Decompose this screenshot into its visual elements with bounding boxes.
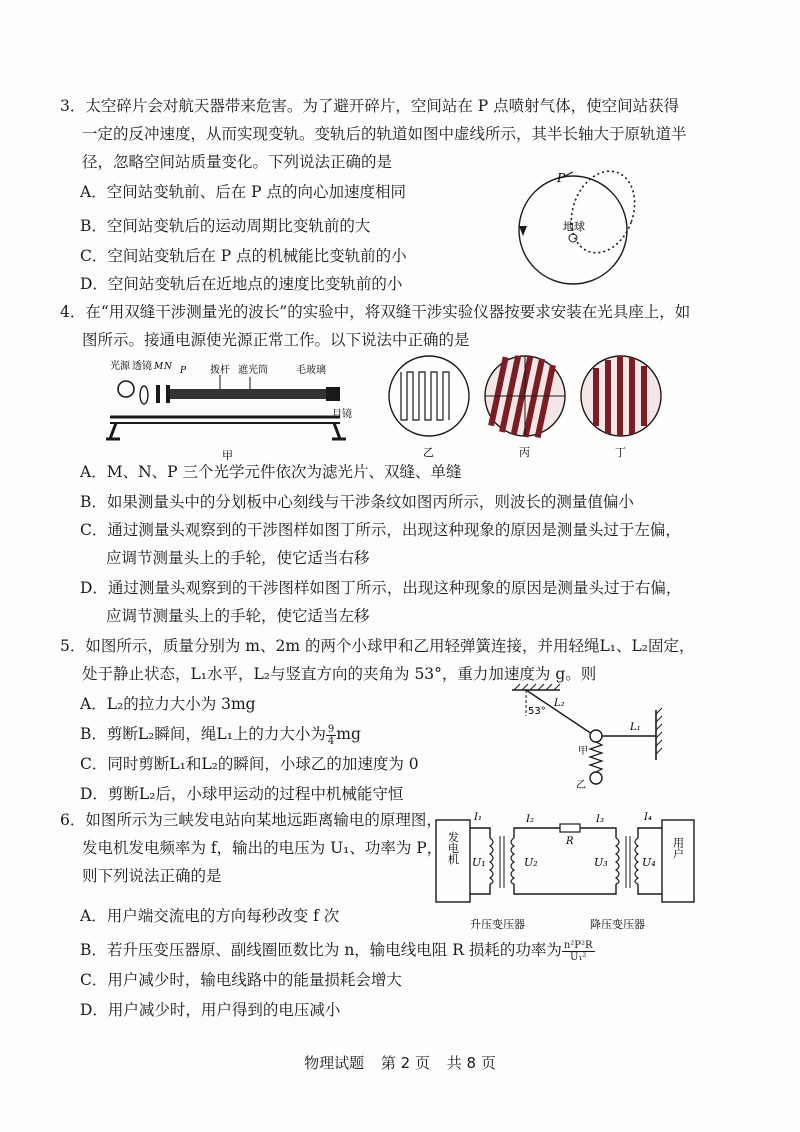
q6-transmission-figure bbox=[430, 808, 700, 936]
label-tube: 遮光筒 bbox=[238, 365, 268, 376]
q3-option-b: B．空间站变轨后的运动周期比变轨前的大 bbox=[80, 217, 371, 235]
q5-option-b-text: B．剪断L₂瞬间，绳L₁上的力大小为 bbox=[80, 725, 326, 743]
slit-pattern bbox=[401, 372, 449, 420]
light-source bbox=[118, 381, 134, 397]
user-box bbox=[662, 820, 694, 902]
element-m bbox=[156, 385, 160, 403]
q3-orbit-figure bbox=[515, 160, 645, 290]
q4-fringe-figures bbox=[385, 352, 675, 462]
q6-line3: 则下列说法正确的是 bbox=[82, 867, 222, 885]
q3-line1: 3．太空碎片会对航天器带来危害。为了避开碎片，空间站在 P 点喷射气体，使空间站获得 bbox=[60, 97, 680, 115]
question-6-stem bbox=[60, 806, 442, 890]
label-m: M bbox=[154, 362, 164, 372]
q6-line2: 发电机发电频率为 f，输出的电压为 U₁、功率为 P， bbox=[82, 839, 443, 857]
u4-label: U₄ bbox=[642, 856, 656, 869]
q6-option-c: C．用户减少时，输电线路中的能量损耗会增大 bbox=[80, 971, 402, 989]
q6-option-d: D．用户减少时，用户得到的电压减小 bbox=[80, 1001, 341, 1019]
q4-option-b: B．如果测量头中的分划板中心刻线与干涉条纹如图丙所示，则波长的测量值偏小 bbox=[80, 493, 634, 511]
q5-option-d: D．剪断L₂后，小球甲运动的过程中机械能守恒 bbox=[80, 785, 404, 803]
tube bbox=[170, 389, 330, 399]
measure-head bbox=[326, 387, 340, 401]
q5-frac-num: 9 bbox=[327, 723, 335, 735]
orbit-arrow-icon bbox=[519, 226, 527, 236]
q5-line1: 5．如图所示，质量分别为 m、2m 的两个小球甲和乙用轻弹簧连接，并用轻绳L₁、L₂固定， bbox=[60, 637, 695, 655]
ball-jia bbox=[590, 730, 602, 742]
ceiling-hatch bbox=[514, 684, 560, 690]
step-up-secondary-coil bbox=[511, 838, 514, 884]
question-4-stem bbox=[60, 298, 690, 354]
q4-option-d-line2: 应调节测量头上的手轮，使它适当左移 bbox=[106, 607, 370, 625]
lens bbox=[140, 386, 148, 404]
r-label: R bbox=[566, 836, 574, 847]
q4-option-a: A．M、N、P 三个光学元件依次为滤光片、双缝、单缝 bbox=[80, 463, 462, 481]
q4-line1: 4．在“用双缝干涉测量光的波长”的实验中，将双缝干涉实验仪器按要求安装在光具座上，如 bbox=[60, 303, 691, 321]
q5-frac-den: 4 bbox=[327, 735, 335, 747]
u3-label: U₃ bbox=[594, 856, 608, 869]
q5-line2: 处于静止状态，L₁水平，L₂与竖直方向的夹角为 53°，重力加速度为 g。则 bbox=[82, 665, 597, 683]
q5-option-c: C．同时剪断L₁和L₂的瞬间，小球乙的加速度为 0 bbox=[80, 755, 419, 773]
step-down-secondary-coil bbox=[635, 838, 638, 884]
label-n: N bbox=[164, 362, 172, 372]
q3-line2: 一定的反冲速度，从而实现变轨。变轨后的轨道如图中虚线所示，其半长轴大于原轨道半 bbox=[82, 125, 687, 143]
i2-label: I₂ bbox=[526, 814, 534, 825]
q6-line1: 6．如图所示为三峡发电站向某地远距离输电的原理图， bbox=[60, 811, 442, 829]
q4-option-c-line2: 应调节测量头上的手轮，使它适当右移 bbox=[106, 549, 370, 567]
q4-optical-bench-figure bbox=[100, 355, 370, 465]
q3-option-d: D．空间站变轨后在近地点的速度比变轨前的小 bbox=[80, 275, 403, 293]
label-eyepiece: 目镜 bbox=[332, 409, 352, 420]
yi-label: 乙 bbox=[576, 780, 586, 791]
footer-page: 第 2 页 bbox=[380, 1054, 430, 1072]
bench-leg-left bbox=[110, 423, 116, 439]
q3-option-c: C．空间站变轨后在 P 点的机械能比变轨前的小 bbox=[80, 247, 407, 265]
q4-line2: 图所示。接通电源使光源正常工作。以下说法中正确的是 bbox=[82, 331, 470, 349]
q6-option-a: A．用户端交流电的方向每秒改变 f 次 bbox=[80, 907, 340, 925]
q3-option-a: A．空间站变轨前、后在 P 点的向心加速度相同 bbox=[80, 183, 406, 201]
l2-label: L₂ bbox=[554, 698, 565, 709]
q6-frac-num: n²P²R bbox=[563, 939, 593, 951]
label-jia: 甲 bbox=[222, 449, 233, 462]
label-ding: 丁 bbox=[615, 446, 626, 459]
q4-option-c-line1: C．通过测量头观察到的干涉图样如图丁所示，出现这种现象的原因是测量头过于左偏， bbox=[80, 521, 681, 539]
spring bbox=[590, 742, 602, 772]
resistor-r bbox=[560, 824, 580, 832]
jia-label: 甲 bbox=[578, 746, 588, 757]
label-lens: 透镜 bbox=[132, 361, 152, 372]
point-p-label: P bbox=[557, 171, 566, 185]
label-bing: 丙 bbox=[519, 446, 530, 459]
step-up-label: 升压变压器 bbox=[470, 918, 525, 931]
u1-label: U₁ bbox=[472, 856, 486, 869]
i4-label: I₄ bbox=[644, 812, 652, 823]
q6-option-b-text: B．若升压变压器原、副线圈匝数比为 n，输电线电阻 R 损耗的功率为 bbox=[80, 941, 562, 959]
generator-label: 发电机 bbox=[446, 831, 460, 865]
earth-dot bbox=[569, 234, 577, 242]
i3-label: I₃ bbox=[596, 814, 604, 825]
q4-option-d-line1: D．通过测量头观察到的干涉图样如图丁所示，出现这种现象的原因是测量头过于右偏， bbox=[80, 579, 682, 597]
q6-option-b bbox=[80, 936, 595, 964]
q5-option-b-unit: mg bbox=[336, 725, 361, 743]
new-orbit bbox=[560, 162, 645, 261]
footer-subject: 物理试题 bbox=[304, 1054, 365, 1072]
label-rod: 拨杆 bbox=[210, 365, 230, 376]
angle-label: 53° bbox=[528, 706, 546, 717]
q6-frac-den: U₁² bbox=[569, 951, 587, 963]
label-yi: 乙 bbox=[423, 446, 434, 459]
q3-line3: 径，忽略空间站质量变化。下列说法正确的是 bbox=[82, 153, 393, 171]
l1-label: L₁ bbox=[630, 722, 641, 733]
label-p: P bbox=[180, 366, 187, 376]
footer-total: 共 8 页 bbox=[446, 1054, 496, 1072]
earth-label: 地球 bbox=[563, 220, 585, 233]
u2-label: U₂ bbox=[524, 856, 538, 869]
q5-spring-figure bbox=[500, 680, 680, 798]
step-up-primary-coil bbox=[490, 838, 493, 884]
wall-hatch bbox=[656, 708, 662, 754]
ball-yi bbox=[590, 772, 602, 784]
q5-option-b-fraction bbox=[326, 724, 336, 747]
i1-label: I₁ bbox=[474, 812, 482, 823]
step-down-label: 降压变压器 bbox=[590, 918, 645, 931]
label-glass: 毛玻璃 bbox=[296, 365, 326, 376]
page-footer bbox=[0, 1052, 800, 1073]
step-down-primary-coil bbox=[616, 838, 619, 884]
user-label: 用户 bbox=[671, 837, 685, 859]
q5-option-a: A．L₂的拉力大小为 3mg bbox=[80, 695, 256, 713]
q6-option-b-fraction bbox=[562, 940, 595, 963]
bench-leg-right bbox=[334, 423, 340, 439]
q5-option-b bbox=[80, 720, 361, 748]
element-n bbox=[166, 385, 170, 403]
label-source: 光源 bbox=[110, 361, 130, 372]
